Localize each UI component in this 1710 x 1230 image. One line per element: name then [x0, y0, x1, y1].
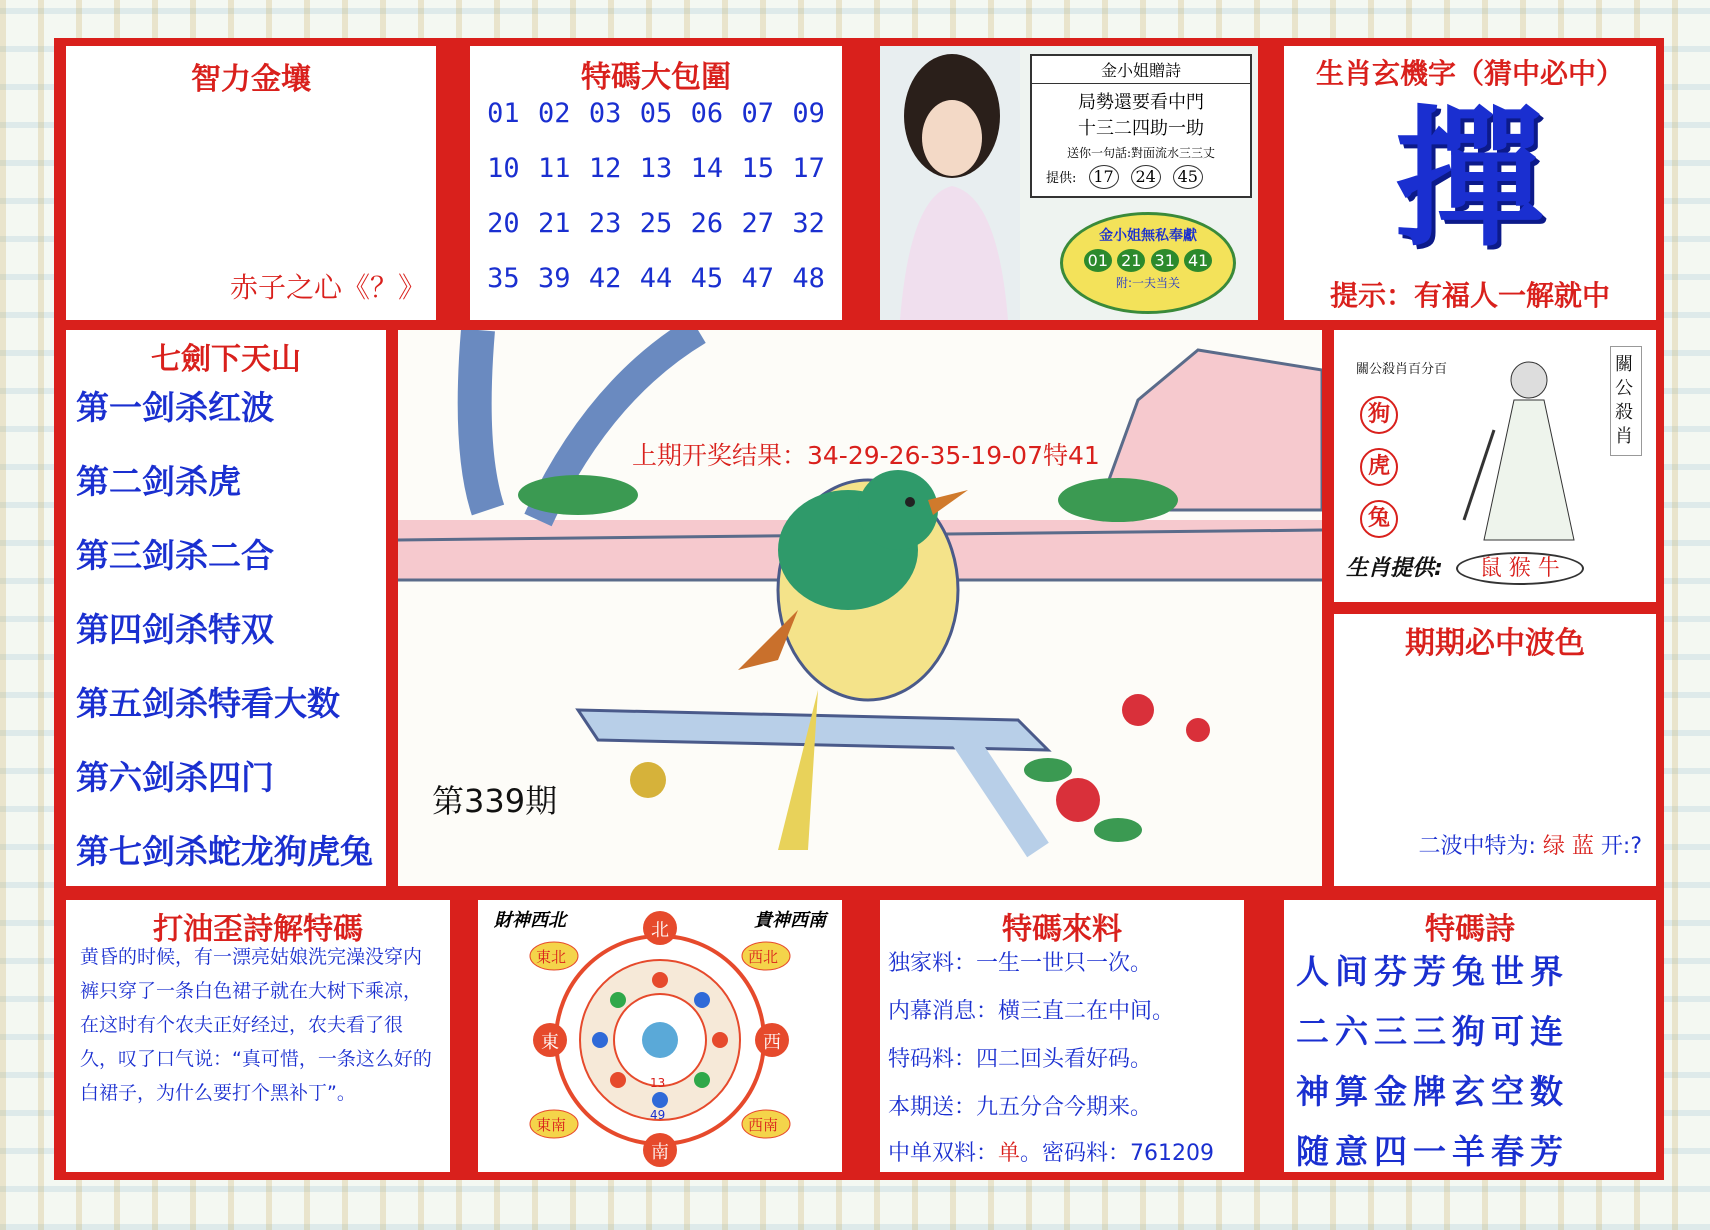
- killed-zodiac: 狗: [1360, 396, 1398, 434]
- special-number: 44: [639, 263, 673, 294]
- material-panel: [880, 900, 1244, 1172]
- special-number: 25: [639, 208, 673, 239]
- lady-panel: [880, 46, 1258, 320]
- gift-poem-box: [1030, 54, 1252, 198]
- special-number: 06: [690, 98, 724, 129]
- gift-num: 24: [1131, 165, 1161, 189]
- special-number: 14: [690, 153, 724, 184]
- wheel-se: 東南: [536, 1116, 567, 1134]
- mystery-char-panel: [1284, 46, 1656, 320]
- swords-title: 七劍下天山: [151, 342, 301, 377]
- zhili-footer: 赤子之心《？》: [229, 271, 426, 304]
- special-number: 21: [538, 208, 571, 239]
- special-poem-title: 特碼詩: [1425, 912, 1515, 947]
- special-number: 47: [741, 263, 774, 294]
- guan-gong-panel: [1334, 330, 1656, 602]
- guan-provide: [1346, 551, 1584, 582]
- guan-side-label: 關公殺肖: [1610, 346, 1642, 456]
- wheel-center-num: 49: [650, 1108, 666, 1122]
- special-number: 27: [741, 208, 774, 239]
- special-number: 26: [690, 208, 724, 239]
- material-line1: 独家料：一生一世只一次。: [888, 951, 1153, 976]
- badge-title: 金小姐無私奉獻: [1099, 228, 1197, 244]
- special-poem-panel: [1284, 900, 1656, 1172]
- wave-blue: 蓝: [1571, 834, 1594, 859]
- special-poem-line: 人间芬芳兔世界: [1296, 952, 1569, 991]
- material-oddeven-value: 单: [998, 1141, 1021, 1166]
- badge-numbers: [1063, 251, 1233, 270]
- special-number: 02: [538, 98, 571, 129]
- wheel-east: 東: [541, 1032, 559, 1053]
- wave-note-prefix: 二波中特为:: [1418, 834, 1536, 859]
- wheel-nw: 西北: [748, 948, 779, 966]
- killed-zodiac: 兔: [1360, 500, 1398, 538]
- material-oddeven-label: 中单双料：: [888, 1141, 999, 1166]
- oil-title: 打油歪詩解特碼: [153, 912, 363, 947]
- material-line5: [888, 1136, 1214, 1167]
- badge-num: 21: [1117, 249, 1145, 272]
- special-number: 12: [588, 153, 622, 184]
- sword-line: 第五剑杀特看大数: [76, 684, 340, 723]
- special-number: 03: [588, 98, 622, 129]
- gift-poem-line2: 十三二四助一助: [1078, 118, 1204, 139]
- special-number: 09: [792, 98, 825, 129]
- wheel-north: 北: [651, 920, 669, 941]
- material-code: 。密码料：761209: [1020, 1141, 1215, 1166]
- special-number: 01: [487, 98, 520, 129]
- special-poem-line: 二六三三狗可连: [1296, 1012, 1569, 1051]
- special-number: 35: [487, 263, 520, 294]
- wheel-west: 西: [763, 1032, 781, 1053]
- wheel-tr: 貴神西南: [754, 910, 826, 931]
- gift-poem-hint: 送你一句話:對面流水三三丈: [1066, 146, 1216, 160]
- special-number: 48: [792, 263, 825, 294]
- sword-line: 第七剑杀蛇龙狗虎兔: [76, 832, 373, 871]
- guan-gong-figure: [1454, 340, 1604, 550]
- special-number: 07: [741, 98, 774, 129]
- sword-line: 第一剑杀红波: [76, 388, 274, 427]
- number-panel: [470, 46, 842, 320]
- special-number: 15: [741, 153, 774, 184]
- killed-zodiac: 虎: [1360, 448, 1398, 486]
- material-line4: 本期送：九五分合今期来。: [888, 1095, 1153, 1120]
- guan-provide-label: 生肖提供:: [1346, 556, 1443, 581]
- special-number: 45: [690, 263, 724, 294]
- wave-note: [1418, 829, 1642, 860]
- badge-num: 01: [1084, 249, 1112, 272]
- special-poem-line: 神算金牌玄空数: [1296, 1072, 1569, 1111]
- wheel-south: 南: [651, 1142, 669, 1163]
- badge-oval: [1060, 212, 1236, 314]
- gift-num: 45: [1173, 165, 1203, 189]
- lady-portrait: [880, 46, 1020, 320]
- special-poem-line: 随意四一羊春芳: [1296, 1132, 1569, 1171]
- material-line3: 特码料：四二回头看好码。: [888, 1047, 1153, 1072]
- wave-title: 期期必中波色: [1405, 626, 1585, 661]
- special-number: 11: [538, 153, 571, 184]
- last-draw-result: 上期开奖结果：34-29-26-35-19-07特41: [632, 441, 1100, 470]
- mystery-char: 撣: [1394, 91, 1545, 267]
- wave-note-suffix: 开:?: [1600, 834, 1642, 859]
- wave-green: 绿: [1542, 834, 1565, 859]
- material-line2: 内幕消息：横三直二在中间。: [888, 999, 1175, 1024]
- fortune-wheel-panel: [478, 900, 842, 1172]
- sword-line: 第二剑杀虎: [76, 462, 241, 501]
- sword-line: 第三剑杀二合: [76, 536, 274, 575]
- oil-text: 黄昏的时候，有一漂亮姑娘洗完澡没穿内裤只穿了一条白色裙子就在大树下乘凉，在这时有个农夫正好经过，农夫看了很久，叹了口气说：“真可惜，一条这么好的白裙子，为什么要打个黑补丁”。: [80, 946, 432, 1104]
- wave-color-panel: [1334, 614, 1656, 886]
- special-number: 17: [792, 153, 825, 184]
- badge-foot: 附:一夫当关: [1115, 276, 1181, 290]
- special-number: 10: [487, 153, 520, 184]
- gift-provide: [1046, 165, 1250, 189]
- badge-num: 31: [1151, 249, 1179, 272]
- special-number: 23: [588, 208, 622, 239]
- center-illustration: [398, 330, 1322, 886]
- mystery-title: 生肖玄機字（猜中必中）: [1315, 57, 1624, 90]
- number-grid: [478, 98, 834, 294]
- issue-number: 第339期: [432, 782, 558, 820]
- wheel-sw: 西南: [748, 1116, 779, 1134]
- number-title: 特碼大包圍: [581, 60, 731, 95]
- special-number: 13: [639, 153, 673, 184]
- seven-swords-panel: [66, 330, 386, 886]
- badge-num: 41: [1184, 249, 1212, 272]
- mystery-hint: 提示：有福人一解就中: [1329, 279, 1610, 312]
- wheel-center-num: 13: [650, 1076, 666, 1090]
- sword-line: 第六剑杀四门: [76, 758, 274, 797]
- guan-provide-value: 鼠 猴 牛: [1456, 552, 1584, 585]
- guan-caption: 關公殺肖百分百: [1356, 362, 1448, 377]
- wheel-ne: 東北: [536, 948, 567, 966]
- gift-num: 17: [1089, 165, 1119, 189]
- special-number: 39: [538, 263, 571, 294]
- gift-poem-line1: 局勢還要看中門: [1078, 92, 1204, 113]
- gift-poem-title: 金小姐贈詩: [1032, 56, 1250, 84]
- material-title: 特碼來料: [1002, 912, 1122, 947]
- oil-poem-panel: [66, 900, 450, 1172]
- special-number: 05: [639, 98, 673, 129]
- gift-provide-label: 提供:: [1046, 171, 1077, 186]
- special-number: 32: [792, 208, 825, 239]
- special-number: 20: [487, 208, 520, 239]
- sword-line: 第四剑杀特双: [76, 610, 274, 649]
- wheel-tl: 財神西北: [494, 910, 566, 931]
- zhili-title: 智力金壤: [191, 62, 311, 97]
- special-number: 42: [588, 263, 622, 294]
- zhili-panel: [66, 46, 436, 320]
